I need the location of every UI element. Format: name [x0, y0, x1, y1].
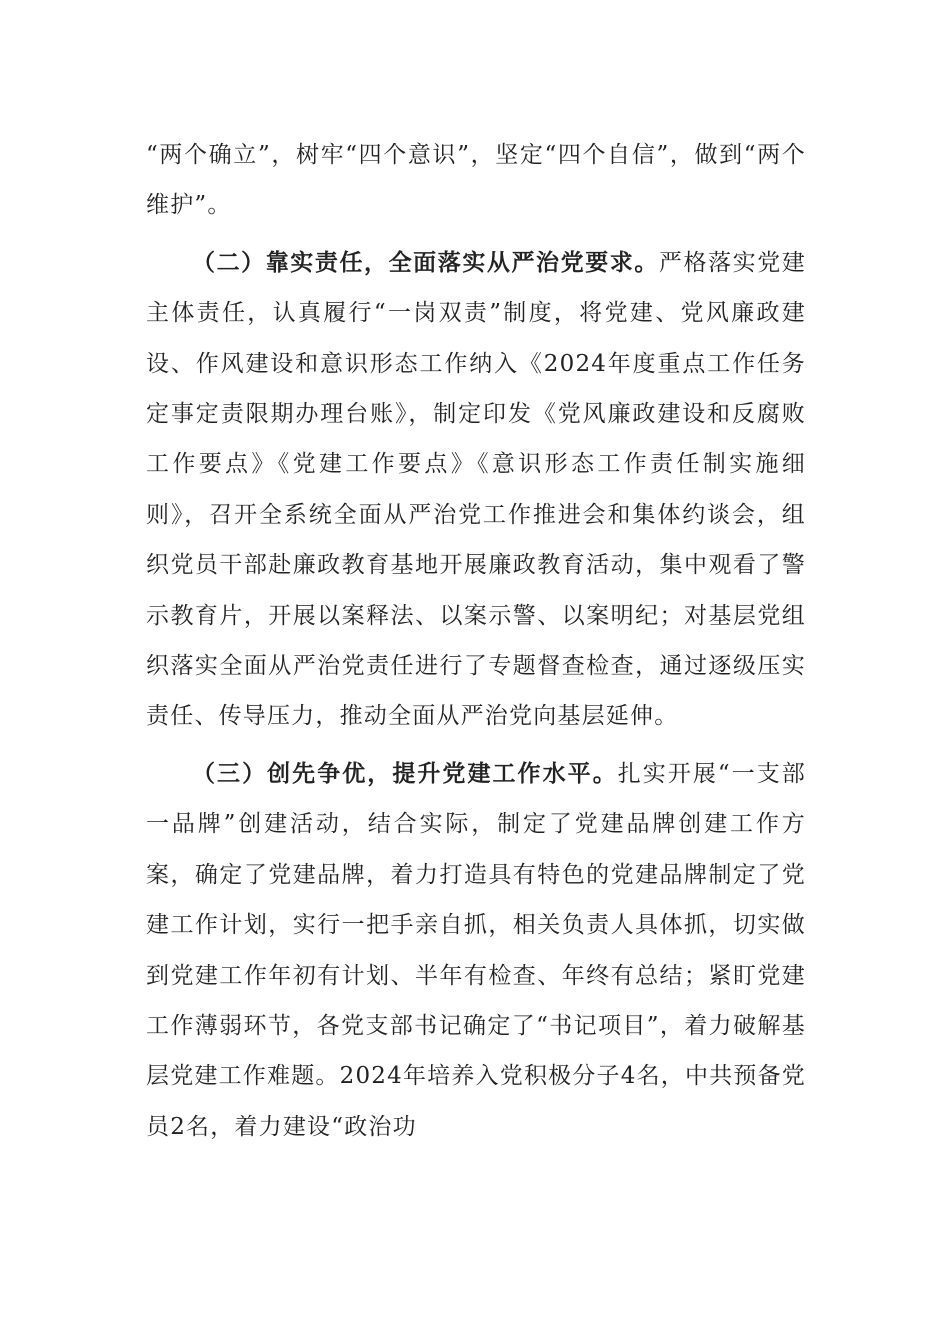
paragraph-text: “两个确立”，树牢“四个意识”，坚定“四个自信”，做到“两个维护”。	[146, 142, 806, 219]
paragraph-text: 扎实开展“一支部一品牌”创建活动，结合实际，制定了党建品牌创建工作方案，确定了党建品牌，着力打造具有特色的党建品牌制定了党建工作计划，实行一把手亲自抓，相关负责人具体抓，切实做到党建工作年初有计划、半年有检查、年终有总结；紧盯党建工作薄弱环节，各党支部书记确定了“书记项目”，着力破解基层党建工作难题。2024年培养入党积极分子4名，中共预备党员2名，着力建设“政治功	[146, 760, 806, 1140]
document-page	[146, 130, 806, 1152]
paragraph-responsibility	[146, 238, 806, 742]
paragraph-continuation	[146, 130, 806, 231]
section-heading-2: （二）靠实责任，全面落实从严治党要求。	[192, 248, 659, 276]
section-heading-3: （三）创先争优，提升党建工作水平。	[192, 759, 618, 787]
paragraph-excellence	[146, 749, 806, 1152]
paragraph-text: 严格落实党建主体责任，认真履行“一岗双责”制度，将党建、党风廉政建设、作风建设和意识形态工作纳入《2024年度重点工作任务定事定责限期办理台账》，制定印发《党风廉政建设和反腐败工作要点》《党建工作要点》《意识形态工作责任制实施细则》，召开全系统全面从严治党工作推进会和集体约谈会，组织党员干部赴廉政教育基地开展廉政教育活动，集中观看了警示教育片，开展以案释法、以案示警、以案明纪；对基层党组织落实全面从严治党责任进行了专题督查检查，通过逐级压实责任、传导压力，推动全面从严治党向基层延伸。	[146, 249, 806, 730]
